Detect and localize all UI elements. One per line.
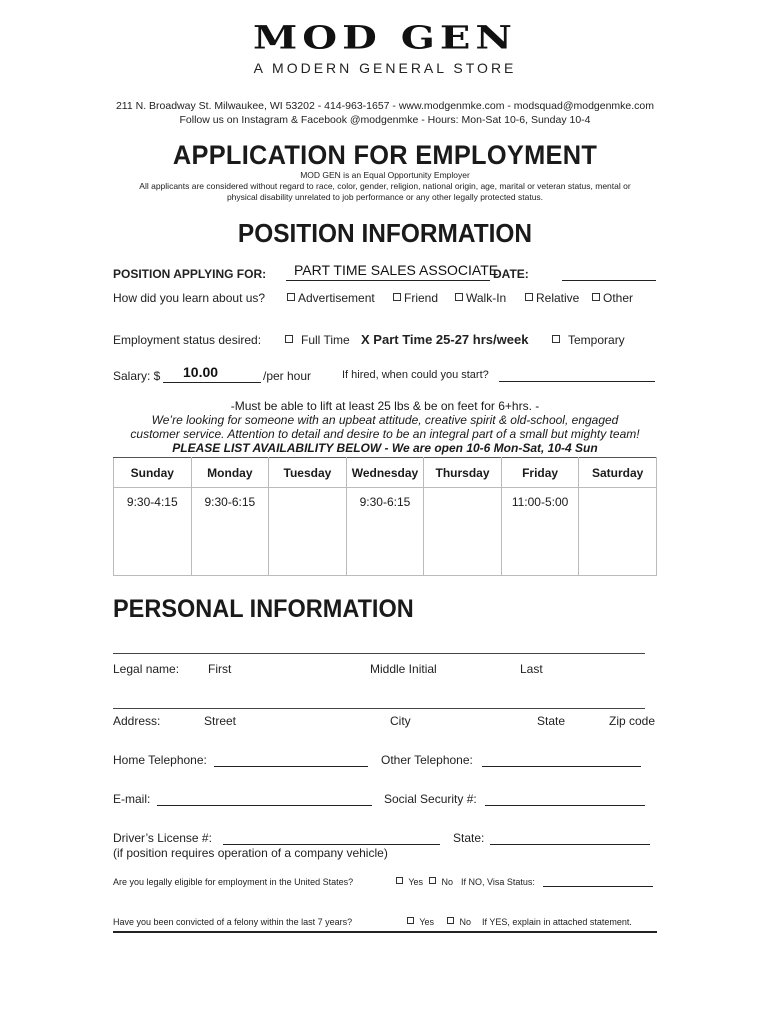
day-header-sunday: Sunday	[114, 458, 192, 488]
visa-status-label: If NO, Visa Status:	[461, 877, 535, 887]
day-header-thursday: Thursday	[424, 458, 502, 488]
other-phone-field[interactable]	[482, 754, 641, 767]
option-temporary[interactable]: Temporary	[552, 333, 625, 347]
hours-monday[interactable]: 9:30-6:15	[191, 488, 269, 576]
visa-status-field[interactable]	[543, 876, 653, 887]
position-applying-field[interactable]	[286, 262, 499, 281]
home-phone-label: Home Telephone:	[113, 753, 207, 767]
page-title: APPLICATION FOR EMPLOYMENT	[172, 140, 598, 170]
start-date-label: If hired, when could you start?	[342, 369, 489, 381]
hours-friday[interactable]: 11:00-5:00	[501, 488, 579, 576]
day-header-friday: Friday	[501, 458, 579, 488]
checkbox-icon	[393, 293, 401, 301]
eeo-text-line2: physical disability unrelated to job performance or any other legally protected status.	[226, 192, 544, 202]
day-header-saturday: Saturday	[579, 458, 657, 488]
day-header-tuesday: Tuesday	[269, 458, 347, 488]
hours-saturday[interactable]	[579, 488, 657, 576]
attitude-text-line1: We’re looking for someone with an upbeat attitude, creative spirit & old-school, engaged	[151, 413, 619, 427]
hours-sunday[interactable]: 9:30-4:15	[114, 488, 192, 576]
last-name-caption: Last	[520, 662, 543, 676]
check-mark: X	[361, 332, 370, 347]
day-header-monday: Monday	[191, 458, 269, 488]
option-relative[interactable]: Relative	[525, 291, 579, 305]
lift-requirement: -Must be able to lift at least 25 lbs & be on feet for 6+hrs. -	[230, 399, 540, 413]
email-label: E-mail:	[113, 792, 151, 806]
other-phone-label: Other Telephone:	[381, 753, 473, 767]
drivers-license-field[interactable]	[223, 832, 440, 845]
attitude-text-line2: customer service. Attention to detail and desire to be an integral part of a small but mighty team!	[130, 427, 640, 441]
eligible-no-option[interactable]: No	[429, 877, 453, 887]
eeo-text-line1: All applicants are considered without regard to race, color, gender, religion, national origin, age, marital or veteran status, mental or	[139, 181, 631, 191]
learn-about-label: How did you learn about us?	[113, 291, 266, 305]
checkbox-icon	[287, 293, 295, 301]
availability-table	[113, 457, 657, 576]
option-walk-in[interactable]: Walk-In	[455, 291, 506, 305]
hours-tuesday[interactable]	[269, 488, 347, 576]
address-field[interactable]	[113, 708, 645, 709]
position-heading: POSITION INFORMATION	[237, 218, 533, 248]
salary-value: 10.00	[183, 364, 219, 380]
date-label: DATE:	[493, 267, 529, 281]
start-date-field[interactable]	[499, 368, 655, 382]
checkbox-icon	[396, 877, 403, 884]
city-caption: City	[390, 714, 411, 728]
checkbox-icon	[285, 335, 293, 343]
availability-instructions: PLEASE LIST AVAILABILITY BELOW - We are open 10-6 Mon-Sat, 10-4 Sun	[172, 441, 598, 455]
checkbox-icon	[592, 293, 600, 301]
checkbox-icon	[552, 335, 560, 343]
zip-caption: Zip code	[609, 714, 656, 728]
first-name-caption: First	[208, 662, 232, 676]
personal-heading: PERSONAL INFORMATION	[113, 595, 414, 623]
availability-header-row	[114, 458, 657, 488]
contact-info: 211 N. Broadway St. Milwaukee, WI 53202 - 414-963-1657 - www.modgenmke.com - modsquad@modgenmke.com	[115, 100, 655, 112]
legal-name-field[interactable]	[113, 653, 645, 654]
store-logo: MOD GEN	[253, 18, 517, 57]
ssn-field[interactable]	[485, 793, 645, 806]
salary-label: Salary: $	[113, 369, 161, 383]
eligible-yes-option[interactable]: Yes	[396, 877, 423, 887]
email-field[interactable]	[157, 793, 372, 806]
eligibility-question: Are you legally eligible for employment in the United States?	[113, 877, 354, 887]
availability-hours-row	[114, 488, 657, 576]
option-part-time[interactable]: X Part Time 25-27 hrs/week	[361, 332, 529, 347]
checkbox-icon	[525, 293, 533, 301]
option-advertisement[interactable]: Advertisement	[287, 291, 375, 305]
address-label: Address:	[113, 714, 161, 728]
felony-no-option[interactable]: No	[447, 917, 471, 927]
store-tagline: A MODERN GENERAL STORE	[253, 60, 517, 76]
ssn-label: Social Security #:	[384, 792, 477, 806]
dl-state-field[interactable]	[490, 832, 650, 845]
dl-requirement-note: (if position requires operation of a company vehicle)	[113, 846, 388, 860]
date-field[interactable]	[562, 264, 656, 281]
state-caption: State	[537, 714, 566, 728]
per-hour-label: /per hour	[263, 369, 312, 383]
position-applying-value: PART TIME SALES ASSOCIATE	[294, 262, 499, 278]
street-caption: Street	[204, 714, 237, 728]
checkbox-icon	[455, 293, 463, 301]
position-applying-label: POSITION APPLYING FOR:	[113, 267, 267, 281]
drivers-license-label: Driver’s License #:	[113, 831, 212, 845]
felony-question: Have you been convicted of a felony within the last 7 years?	[113, 917, 353, 927]
employment-status-label: Employment status desired:	[113, 333, 262, 347]
dl-state-label: State:	[453, 831, 485, 845]
checkbox-icon	[447, 917, 454, 924]
hours-wednesday[interactable]: 9:30-6:15	[346, 488, 424, 576]
checkbox-icon	[429, 877, 436, 884]
option-friend[interactable]: Friend	[393, 291, 438, 305]
option-full-time[interactable]: Full Time	[285, 333, 350, 347]
checkbox-icon	[407, 917, 414, 924]
salary-field[interactable]	[163, 366, 261, 383]
eeo-statement: MOD GEN is an Equal Opportunity Employer	[300, 170, 470, 180]
felony-yes-option[interactable]: Yes	[407, 917, 434, 927]
felony-explain-note: If YES, explain in attached statement.	[482, 917, 632, 927]
social-hours-info: Follow us on Instagram & Facebook @modgenmke - Hours: Mon-Sat 10-6, Sunday 10-4	[179, 114, 591, 126]
hours-thursday[interactable]	[424, 488, 502, 576]
middle-initial-caption: Middle Initial	[370, 662, 437, 676]
home-phone-field[interactable]	[214, 754, 368, 767]
legal-name-label: Legal name:	[113, 662, 180, 676]
section-divider	[113, 931, 657, 933]
day-header-wednesday: Wednesday	[346, 458, 424, 488]
option-other[interactable]: Other	[592, 291, 633, 305]
